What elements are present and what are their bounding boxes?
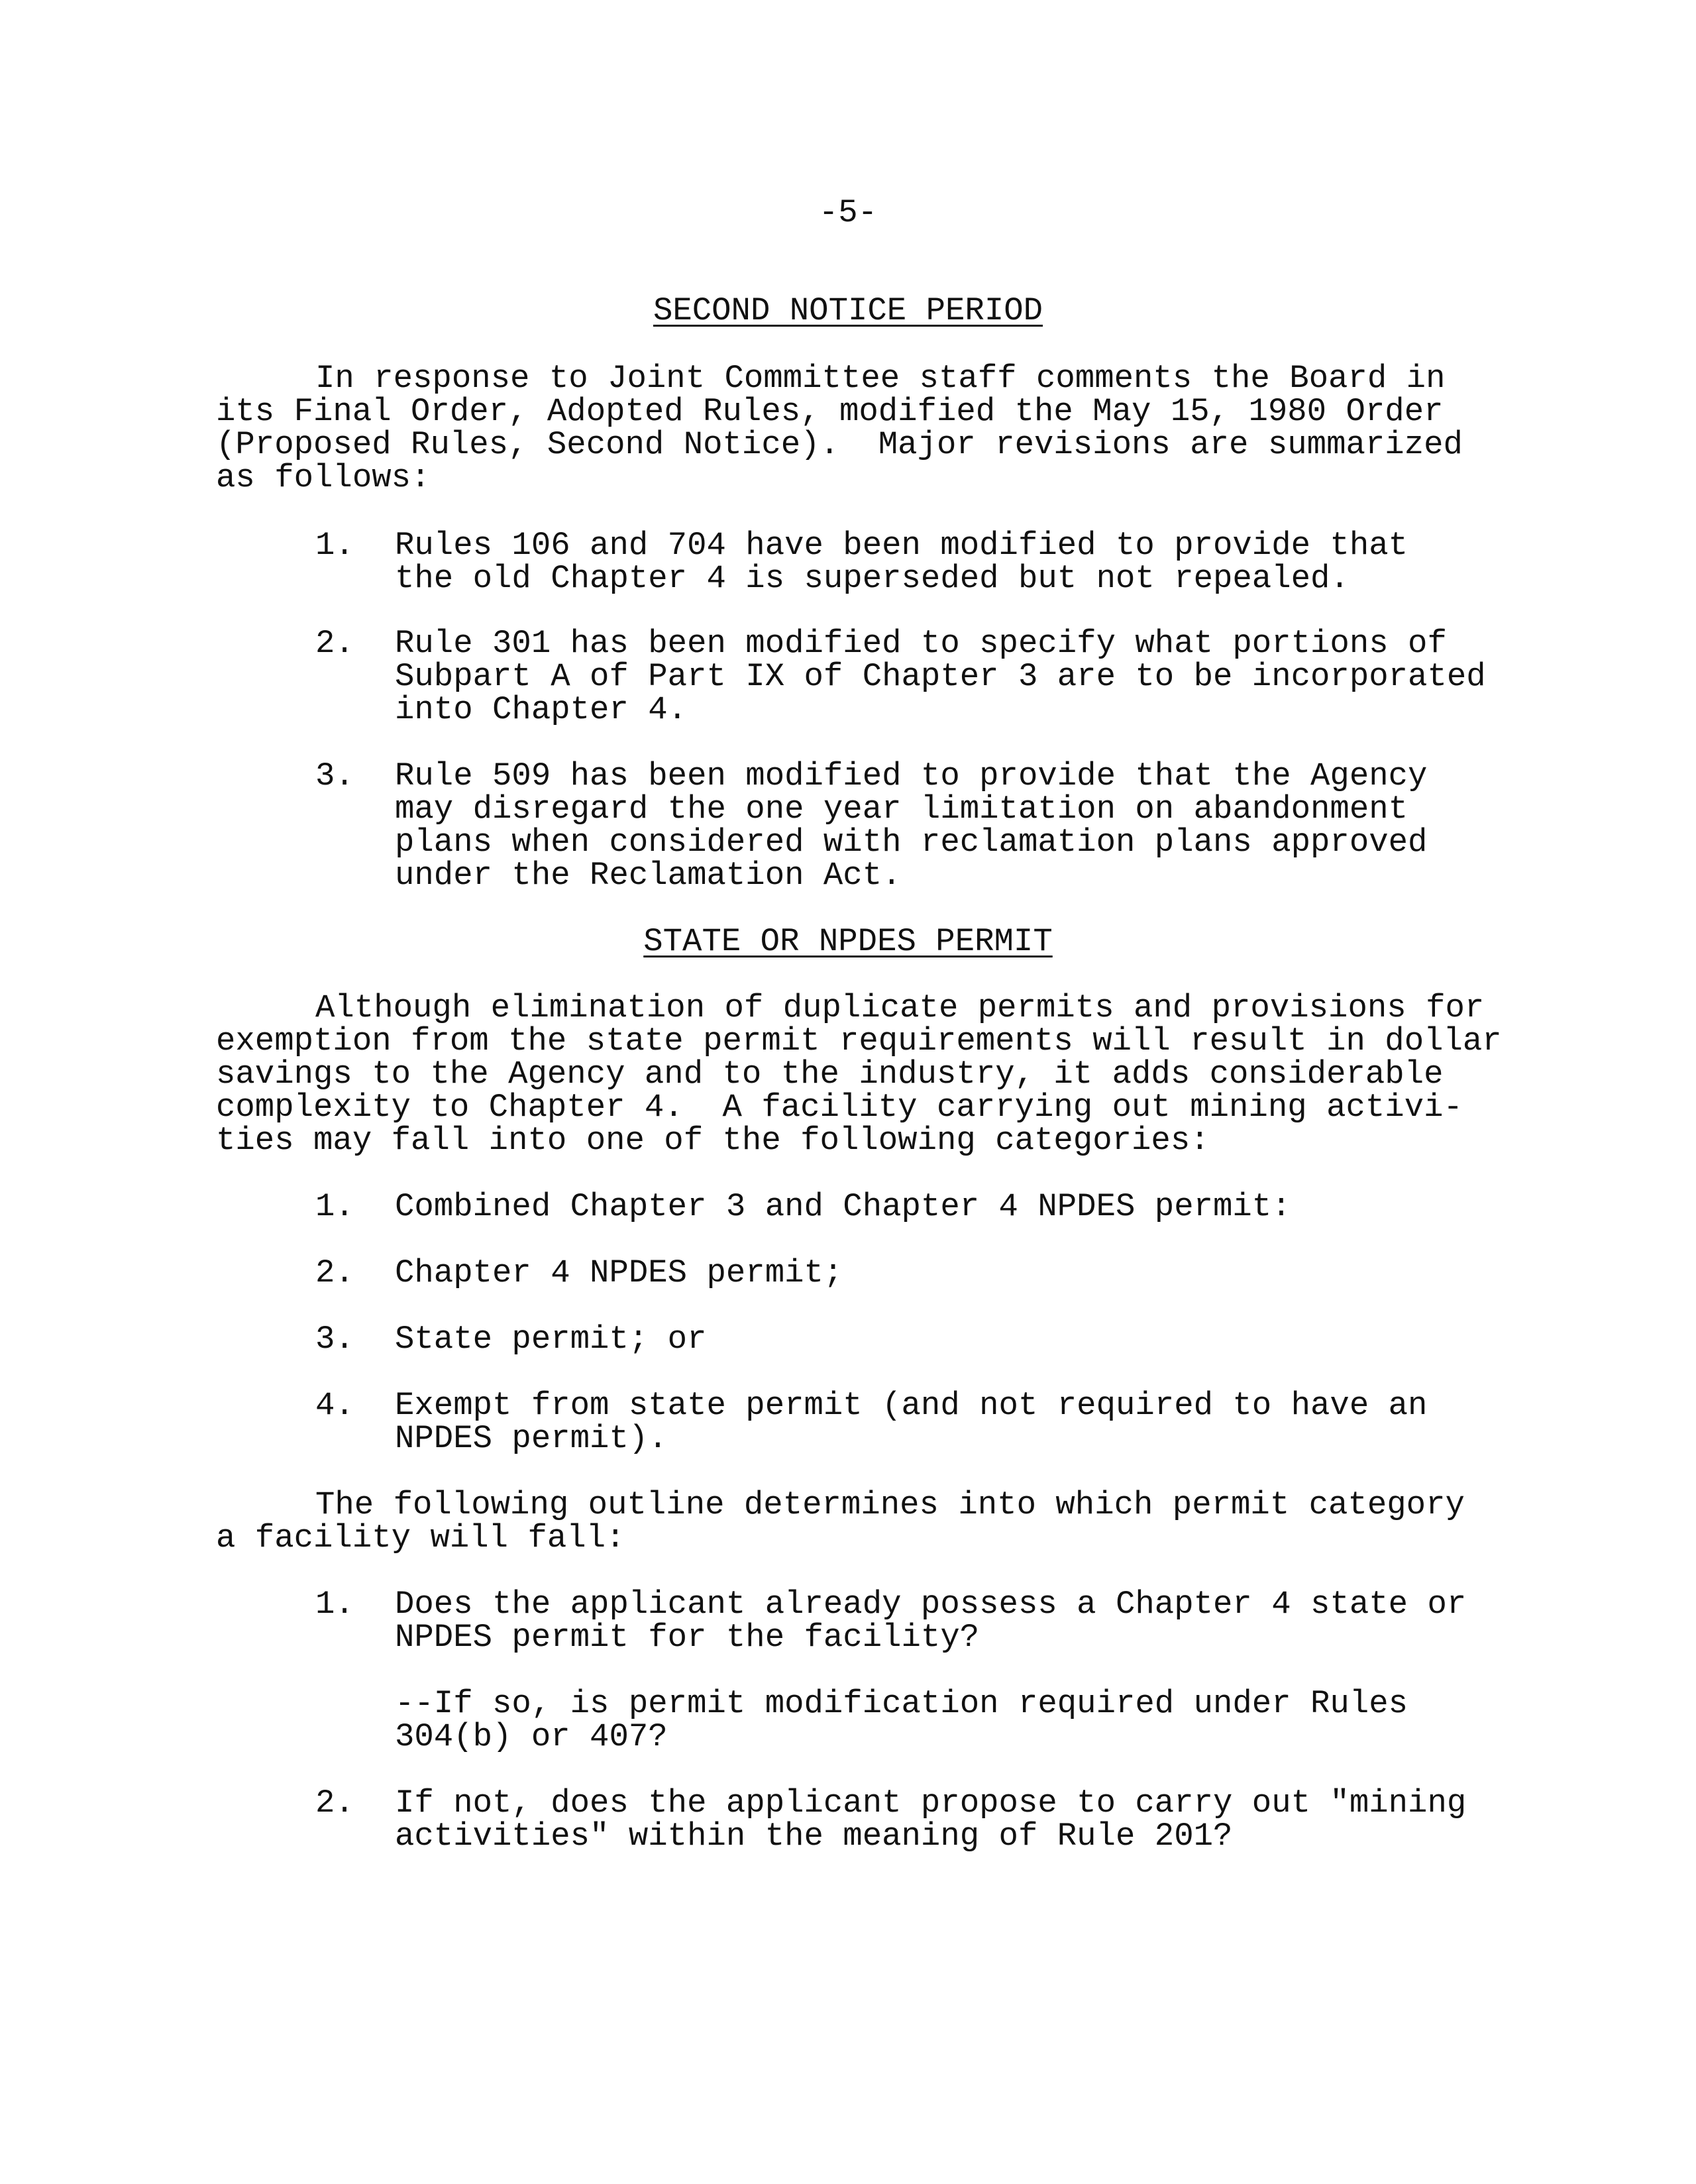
list-item-text: Rule 509 has been modified to provide that the Agency may disregard the one year limitation on abandonment plans when considered with reclamation plans approved under the Reclamation Act.: [395, 757, 1428, 894]
list-item-number: 2.: [315, 625, 354, 662]
page-number: -5-: [818, 194, 878, 231]
section-heading-state-npdes: [0, 925, 1696, 958]
list-item-number: 2.: [315, 1784, 354, 1822]
list-item-number: 1.: [315, 1586, 354, 1623]
list-item-text: Rules 106 and 704 have been modified to provide that the old Chapter 4 is superseded but not repealed.: [395, 527, 1408, 597]
list-item-text: Combined Chapter 3 and Chapter 4 NPDES permit:: [395, 1188, 1291, 1225]
list-item-number: 3.: [315, 757, 354, 794]
list-item-number: 2.: [315, 1254, 354, 1291]
list-item-subnote: --If so, is permit modification required under Rules 304(b) or 407?: [395, 1685, 1408, 1755]
list-item-text: Exempt from state permit (and not required to have an NPDES permit).: [395, 1387, 1428, 1457]
list-item-number: 1.: [315, 1188, 354, 1225]
list-item-text: If not, does the applicant propose to carry out "mining activities" within the meaning of Rule 201?: [395, 1784, 1467, 1855]
section-heading-second-notice: [0, 294, 1696, 327]
list-item-text: State permit; or: [395, 1321, 707, 1358]
list-item-number: 4.: [315, 1387, 354, 1424]
list-item-text: Does the applicant already possess a Chapter 4 state or NPDES permit for the facility?: [395, 1586, 1467, 1656]
section-heading-text: STATE OR NPDES PERMIT: [643, 923, 1053, 960]
list-item-number: 3.: [315, 1321, 354, 1358]
section-heading-text: SECOND NOTICE PERIOD: [653, 292, 1043, 329]
list-item-text: Chapter 4 NPDES permit;: [395, 1254, 843, 1291]
list-item-text: Rule 301 has been modified to specify what portions of Subpart A of Part IX of Chapter 3 are to be incorporated into Chapter 4.: [395, 625, 1486, 728]
paragraph-second-notice-intro: In response to Joint Committee staff comments the Board in its Final Order, Adopted Rules, modified the May 15, 1980 Order (Proposed Rules, Second Notice). Major revisions are summarized as follows:: [216, 360, 1463, 496]
paragraph-state-npdes-intro: Although elimination of duplicate permits and provisions for exemption from the state permit requirements will result in dollar savings to the Agency and to the industry, it adds considerable complexity to Chapter 4. A facility carrying out mining activi- ties may fall into one of the following categories:: [216, 989, 1502, 1159]
list-item-number: 1.: [315, 527, 354, 564]
paragraph-outline-intro: The following outline determines into which permit category a facility will fall:: [216, 1486, 1465, 1556]
